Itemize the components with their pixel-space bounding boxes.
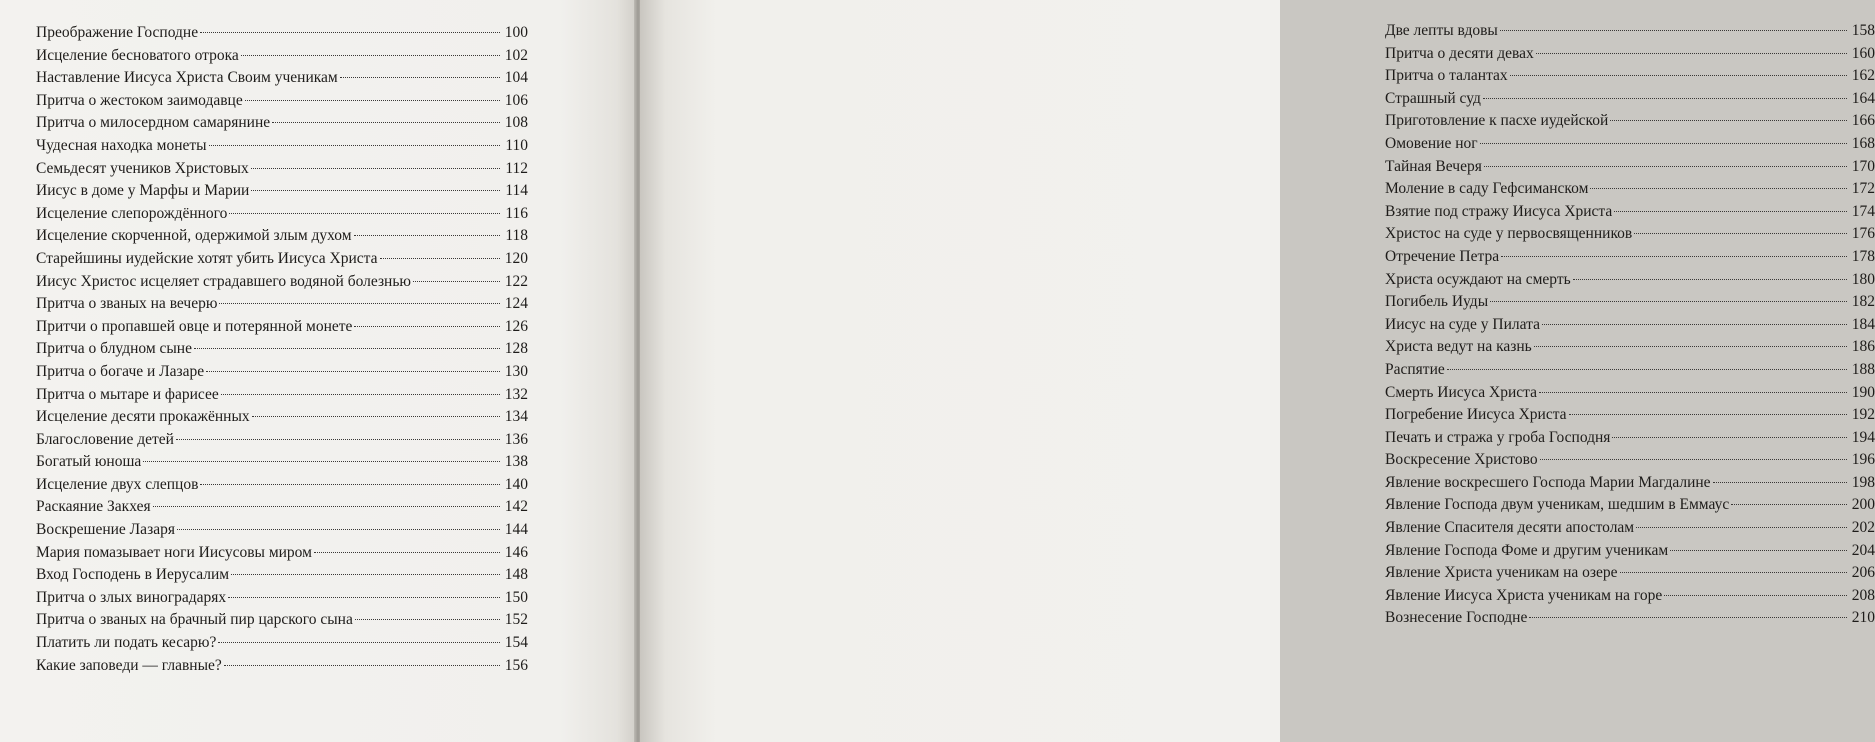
toc-entry	[36, 564, 528, 587]
dot-leader	[200, 484, 500, 485]
toc-entry	[36, 587, 528, 610]
dot-leader	[314, 552, 500, 553]
dot-leader	[1573, 279, 1847, 280]
toc-entry-page-number: 174	[1851, 202, 1875, 220]
dot-leader	[251, 168, 500, 169]
toc-entry-title: Исцеление десяти прокажённых	[36, 408, 250, 426]
toc-entry-page-number: 122	[504, 272, 528, 290]
toc-entry	[36, 67, 528, 90]
toc-entry	[36, 406, 528, 429]
toc-entry-title: Иисус Христос исцеляет страдавшего водяной болезнью	[36, 272, 412, 290]
dot-leader	[209, 145, 500, 146]
toc-entry-title: Притча о десяти девах	[1385, 44, 1534, 62]
dot-leader	[1534, 346, 1847, 347]
toc-entry-title: Две лепты вдовы	[1385, 22, 1498, 39]
toc-entry-title: Страшный суд	[1385, 89, 1481, 107]
toc-entry	[1385, 359, 1875, 382]
dot-leader	[1483, 98, 1847, 99]
right-toc-list	[1385, 20, 1875, 630]
toc-entry	[36, 158, 528, 181]
dot-leader	[1490, 301, 1847, 302]
toc-entry	[36, 316, 528, 339]
toc-entry-page-number: 158	[1851, 22, 1875, 39]
toc-entry-title: Вознесение Господне	[1385, 609, 1528, 627]
toc-entry	[36, 474, 528, 497]
toc-entry	[1385, 449, 1875, 472]
toc-entry-page-number: 150	[504, 588, 528, 606]
toc-entry-title: Иисус на суде у Пилата	[1385, 315, 1540, 333]
toc-entry-title: Отречение Петра	[1385, 247, 1500, 265]
toc-entry	[36, 496, 528, 519]
dot-leader	[176, 439, 500, 440]
dot-leader	[194, 348, 500, 349]
toc-entry	[36, 180, 528, 203]
toc-entry-title: Наставление Иисуса Христа Своим ученикам	[36, 69, 338, 87]
toc-entry-page-number: 196	[1851, 451, 1875, 469]
toc-entry-title: Исцеление бесноватого отрока	[36, 46, 239, 64]
dot-leader	[224, 665, 500, 666]
dot-leader	[354, 326, 500, 327]
toc-entry-title: Исцеление двух слепцов	[36, 475, 199, 493]
toc-entry-page-number: 172	[1851, 180, 1875, 198]
toc-entry-page-number: 108	[504, 114, 528, 132]
toc-entry	[36, 248, 528, 271]
toc-entry	[1385, 43, 1875, 66]
toc-entry	[36, 361, 528, 384]
toc-entry-title: Чудесная находка монеты	[36, 136, 207, 154]
toc-entry-title: Вход Господень в Иерусалим	[36, 566, 230, 584]
toc-entry-title: Притча о званых на вечерю	[36, 295, 218, 313]
dot-leader	[1510, 75, 1847, 76]
dot-leader	[1731, 504, 1847, 505]
toc-entry-page-number: 118	[505, 227, 528, 245]
dot-leader	[354, 235, 500, 236]
toc-entry-title: Приготовление к пасхе иудейской	[1385, 112, 1609, 130]
toc-entry	[1385, 201, 1875, 224]
toc-entry-title: Омовение ног	[1385, 134, 1478, 152]
toc-entry-title: Иисус в доме у Марфы и Марии	[36, 182, 250, 200]
toc-entry-title: Притча о блудном сыне	[36, 340, 192, 358]
dot-leader	[272, 122, 500, 123]
dot-leader	[1480, 143, 1847, 144]
toc-entry-page-number: 200	[1851, 496, 1875, 514]
toc-entry	[1385, 88, 1875, 111]
toc-entry-page-number: 132	[504, 385, 528, 403]
toc-entry	[1385, 246, 1875, 269]
toc-entry-title: Раскаяние Закхея	[36, 498, 151, 516]
dot-leader	[355, 619, 500, 620]
toc-entry	[36, 45, 528, 68]
toc-entry-title: Тайная Вечеря	[1385, 157, 1482, 175]
toc-entry-page-number: 106	[504, 91, 528, 109]
toc-entry-page-number: 126	[504, 317, 528, 335]
toc-entry	[1385, 585, 1875, 608]
toc-entry-page-number: 208	[1851, 586, 1875, 604]
toc-entry-page-number: 116	[505, 204, 528, 222]
dot-leader	[251, 190, 500, 191]
toc-entry-title: Какие заповеди — главные?	[36, 656, 222, 674]
toc-entry-page-number: 192	[1851, 406, 1875, 424]
toc-entry-page-number: 146	[504, 543, 528, 561]
toc-entry-title: Явление Господа Фоме и другим ученикам	[1385, 541, 1669, 559]
toc-entry-title: Явление Спасителя десяти апостолам	[1385, 519, 1635, 537]
toc-entry-page-number: 124	[504, 295, 528, 313]
toc-entry-title: Старейшины иудейские хотят убить Иисуса Христа	[36, 249, 378, 267]
dot-leader	[1612, 437, 1847, 438]
toc-entry	[36, 225, 528, 248]
toc-entry	[36, 519, 528, 542]
dot-leader	[1501, 256, 1847, 257]
dot-leader	[1610, 120, 1847, 121]
dot-leader	[206, 371, 500, 372]
toc-entry-title: Явление Господа двум ученикам, шедшим в Еммаус	[1385, 496, 1730, 514]
toc-entry-page-number: 156	[504, 656, 528, 674]
toc-entry-page-number: 128	[504, 340, 528, 358]
toc-entry	[36, 22, 528, 45]
dot-leader	[143, 461, 500, 462]
dot-leader	[1670, 550, 1847, 551]
dot-leader	[153, 506, 500, 507]
left-page	[0, 0, 636, 742]
left-toc-list	[36, 22, 528, 677]
dot-leader	[218, 642, 500, 643]
toc-entry	[1385, 404, 1875, 427]
toc-entry-page-number: 206	[1851, 564, 1875, 582]
toc-entry-page-number: 166	[1851, 112, 1875, 130]
toc-entry-title: Явление воскресшего Господа Марии Магдалине	[1385, 473, 1711, 491]
toc-entry	[1385, 607, 1875, 630]
toc-entry-title: Христа ведут на казнь	[1385, 338, 1532, 356]
dot-leader	[219, 303, 500, 304]
toc-entry-page-number: 130	[504, 362, 528, 380]
toc-entry-title: Погибель Иуды	[1385, 293, 1489, 311]
toc-entry-title: Исцеление скорченной, одержимой злым духом	[36, 227, 352, 245]
toc-entry-title: Притча о званых на брачный пир царского сына	[36, 611, 353, 629]
dot-leader	[1636, 527, 1847, 528]
toc-entry	[36, 135, 528, 158]
toc-entry-title: Смерть Иисуса Христа	[1385, 383, 1537, 401]
toc-entry	[36, 451, 528, 474]
toc-entry	[1385, 382, 1875, 405]
dot-leader	[1536, 53, 1847, 54]
dot-leader	[1664, 595, 1847, 596]
toc-entry-page-number: 114	[505, 182, 528, 200]
dot-leader	[413, 281, 500, 282]
toc-entry-page-number: 142	[504, 498, 528, 516]
toc-entry-title: Притчи о пропавшей овце и потерянной монете	[36, 317, 353, 335]
toc-entry-title: Богатый юноша	[36, 453, 142, 471]
toc-entry	[1385, 133, 1875, 156]
toc-entry-page-number: 112	[505, 159, 528, 177]
right-page	[640, 0, 1875, 742]
toc-entry	[1385, 178, 1875, 201]
toc-entry-title: Взятие под стражу Иисуса Христа	[1385, 202, 1613, 220]
toc-entry-title: Притча о талантах	[1385, 67, 1508, 85]
toc-entry	[1385, 472, 1875, 495]
toc-entry-title: Распятие	[1385, 360, 1445, 378]
dot-leader	[1539, 392, 1847, 393]
toc-entry	[1385, 314, 1875, 337]
dot-leader	[228, 597, 500, 598]
toc-entry	[36, 293, 528, 316]
toc-entry-page-number: 102	[504, 46, 528, 64]
dot-leader	[1484, 166, 1847, 167]
toc-entry	[36, 384, 528, 407]
toc-entry	[1385, 291, 1875, 314]
dot-leader	[200, 32, 500, 33]
dot-leader	[380, 258, 501, 259]
dot-leader	[245, 100, 500, 101]
toc-entry	[36, 338, 528, 361]
toc-entry-page-number: 210	[1851, 609, 1875, 627]
toc-entry-page-number: 204	[1851, 541, 1875, 559]
dot-leader	[229, 213, 500, 214]
toc-entry	[36, 655, 528, 678]
dot-leader	[1620, 572, 1847, 573]
toc-entry-title: Погребение Иисуса Христа	[1385, 406, 1567, 424]
dot-leader	[1569, 414, 1847, 415]
toc-entry-page-number: 138	[504, 453, 528, 471]
toc-entry-title: Притча о мытаре и фарисее	[36, 385, 219, 403]
toc-entry	[36, 112, 528, 135]
toc-entry-page-number: 152	[504, 611, 528, 629]
dot-leader	[1713, 482, 1847, 483]
toc-entry-page-number: 176	[1851, 225, 1875, 243]
toc-entry	[36, 203, 528, 226]
toc-entry	[1385, 562, 1875, 585]
toc-entry-page-number: 136	[504, 430, 528, 448]
toc-entry-title: Притча о жестоком заимодавце	[36, 91, 243, 109]
dot-leader	[1634, 233, 1847, 234]
dot-leader	[1500, 30, 1847, 31]
toc-entry	[1385, 65, 1875, 88]
toc-entry-page-number: 110	[505, 136, 528, 154]
toc-entry-title: Воскрешение Лазаря	[36, 521, 175, 539]
toc-entry-title: Преображение Господне	[36, 24, 199, 41]
toc-entry	[36, 271, 528, 294]
dot-leader	[1529, 617, 1847, 618]
toc-entry	[1385, 336, 1875, 359]
dot-leader	[1542, 324, 1847, 325]
toc-entry-title: Мария помазывает ноги Иисусовы миром	[36, 543, 312, 561]
toc-entry-page-number: 182	[1851, 293, 1875, 311]
toc-entry	[1385, 223, 1875, 246]
toc-entry-title: Явление Иисуса Христа ученикам на горе	[1385, 586, 1663, 604]
toc-entry-page-number: 170	[1851, 157, 1875, 175]
toc-entry-page-number: 184	[1851, 315, 1875, 333]
toc-entry-title: Исцеление слепорождённого	[36, 204, 228, 222]
toc-entry	[36, 609, 528, 632]
toc-entry-page-number: 180	[1851, 270, 1875, 288]
toc-entry	[1385, 517, 1875, 540]
toc-entry-page-number: 104	[504, 69, 528, 87]
toc-entry-page-number: 178	[1851, 247, 1875, 265]
dot-leader	[1590, 188, 1847, 189]
toc-entry-title: Притча о милосердном самарянине	[36, 114, 271, 132]
toc-entry-page-number: 168	[1851, 134, 1875, 152]
dot-leader	[221, 394, 500, 395]
toc-entry-page-number: 188	[1851, 360, 1875, 378]
toc-entry-page-number: 186	[1851, 338, 1875, 356]
toc-entry-title: Притча о богаче и Лазаре	[36, 362, 205, 380]
toc-entry-page-number: 120	[504, 249, 528, 267]
toc-entry	[36, 90, 528, 113]
toc-entry	[1385, 540, 1875, 563]
toc-entry-page-number: 198	[1851, 473, 1875, 491]
toc-entry-page-number: 190	[1851, 383, 1875, 401]
toc-entry-title: Печать и стража у гроба Господня	[1385, 428, 1611, 446]
toc-entry-page-number: 194	[1851, 428, 1875, 446]
dot-leader	[177, 529, 500, 530]
toc-entry-page-number: 162	[1851, 67, 1875, 85]
toc-entry-title: Моление в саду Гефсиманском	[1385, 180, 1589, 198]
toc-entry-title: Явление Христа ученикам на озере	[1385, 564, 1618, 582]
toc-entry-page-number: 148	[504, 566, 528, 584]
dot-leader	[340, 77, 500, 78]
toc-entry	[1385, 427, 1875, 450]
toc-entry	[36, 429, 528, 452]
toc-entry	[1385, 156, 1875, 179]
toc-entry-page-number: 144	[504, 521, 528, 539]
toc-entry-page-number: 202	[1851, 519, 1875, 537]
toc-entry-page-number: 154	[504, 634, 528, 652]
toc-entry-page-number: 164	[1851, 89, 1875, 107]
toc-entry-title: Притча о злых виноградарях	[36, 588, 227, 606]
dot-leader	[1447, 369, 1847, 370]
toc-entry-title: Христос на суде у первосвященников	[1385, 225, 1633, 243]
dot-leader	[1614, 211, 1847, 212]
toc-entry-title: Воскресение Христово	[1385, 451, 1538, 469]
toc-entry	[1385, 269, 1875, 292]
toc-entry	[1385, 110, 1875, 133]
dot-leader	[231, 574, 500, 575]
toc-entry-title: Семьдесят учеников Христовых	[36, 159, 249, 177]
toc-entry	[1385, 494, 1875, 517]
toc-entry-title: Платить ли подать кесарю?	[36, 634, 217, 652]
toc-entry	[36, 542, 528, 565]
toc-entry-page-number: 140	[504, 475, 528, 493]
toc-entry-page-number: 100	[504, 24, 528, 41]
dot-leader	[241, 55, 500, 56]
dot-leader	[252, 416, 500, 417]
toc-entry	[1385, 20, 1875, 43]
toc-entry-page-number: 134	[504, 408, 528, 426]
toc-entry-title: Благословение детей	[36, 430, 174, 448]
toc-entry-page-number: 160	[1851, 44, 1875, 62]
toc-entry	[36, 632, 528, 655]
dot-leader	[1540, 459, 1847, 460]
toc-entry-title: Христа осуждают на смерть	[1385, 270, 1571, 288]
